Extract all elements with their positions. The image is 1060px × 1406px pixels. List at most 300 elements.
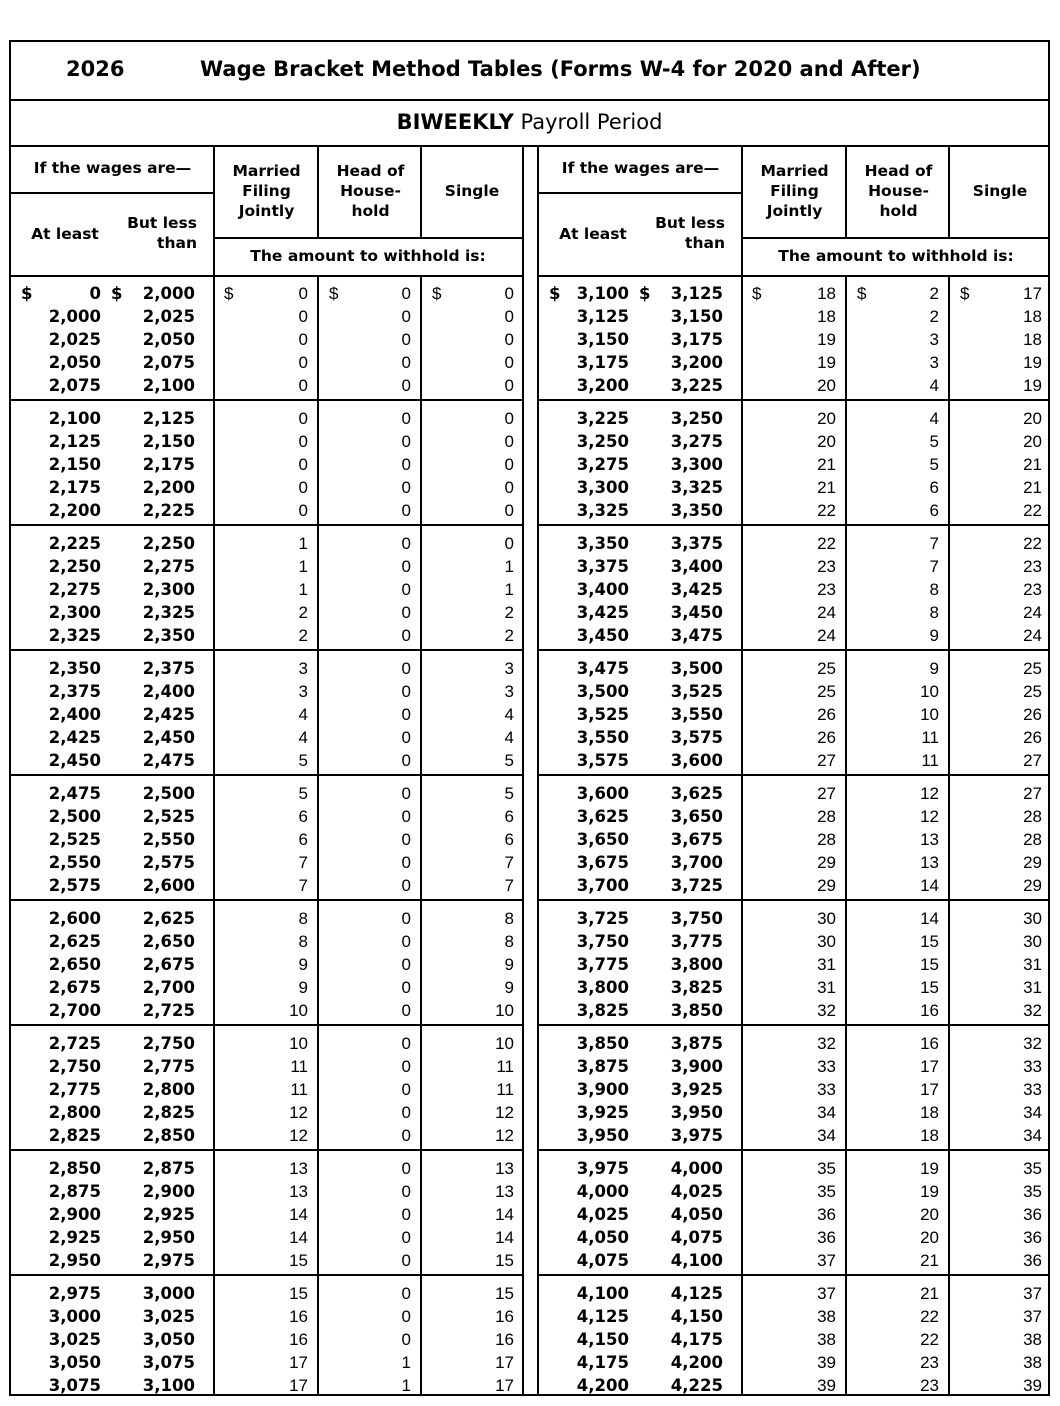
- married-cell: 21: [817, 478, 836, 497]
- head-household-cell: 9: [929, 659, 939, 678]
- but-less-than-cell: 3,725: [670, 876, 723, 895]
- head-household-cell: 0: [401, 501, 411, 520]
- single-cell: 38: [1023, 1330, 1042, 1349]
- head-household-cell: 1: [401, 1376, 411, 1395]
- single-cell: 14: [495, 1228, 514, 1247]
- married-cell: 28: [817, 830, 836, 849]
- but-less-than-cell: 3,325: [670, 478, 723, 497]
- single-cell: 26: [1023, 728, 1042, 747]
- but-less-than-cell: 3,075: [142, 1353, 195, 1372]
- but-less-than-cell: 2,000: [142, 284, 195, 303]
- head-household-cell: 14: [920, 909, 939, 928]
- married-cell: 35: [817, 1182, 836, 1201]
- table-row: [11, 1124, 522, 1147]
- single-cell: 10: [495, 1001, 514, 1020]
- single-cell: 9: [504, 978, 514, 997]
- group-divider: [539, 774, 1050, 776]
- married-cell: 12: [289, 1103, 308, 1122]
- at-least-header: At least: [31, 225, 99, 243]
- table-row: [539, 1180, 1050, 1203]
- head-household-cell: 0: [401, 909, 411, 928]
- but-less-than-cell: 2,825: [142, 1103, 195, 1122]
- at-least-cell: 3,725: [576, 909, 629, 928]
- married-cell: 38: [817, 1307, 836, 1326]
- head-household-cell: 4: [929, 376, 939, 395]
- header-divider: [214, 237, 522, 239]
- table-row: [539, 999, 1050, 1022]
- at-least-cell: 2,950: [48, 1251, 101, 1270]
- table-row: [539, 407, 1050, 430]
- single-cell: 18: [1023, 330, 1042, 349]
- single-cell: 27: [1023, 784, 1042, 803]
- head-household-cell: 23: [920, 1376, 939, 1395]
- single-cell: 30: [1023, 909, 1042, 928]
- head-household-cell: 3: [929, 353, 939, 372]
- at-least-cell: 3,875: [576, 1057, 629, 1076]
- head-household-cell: 0: [401, 682, 411, 701]
- table-row: [539, 907, 1050, 930]
- hoh-line-2: House-: [340, 182, 401, 200]
- married-cell: 13: [289, 1182, 308, 1201]
- table-row: [539, 282, 1050, 305]
- at-least-cell: 3,925: [576, 1103, 629, 1122]
- at-least-cell: 4,150: [576, 1330, 629, 1349]
- head-household-cell: 7: [929, 534, 939, 553]
- but-less-than-cell: 2,250: [142, 534, 195, 553]
- single-cell: 23: [1023, 580, 1042, 599]
- head-household-cell: 0: [401, 784, 411, 803]
- group-divider: [11, 1274, 522, 1276]
- at-least-cell: 3,575: [576, 751, 629, 770]
- at-least-cell: 3,950: [576, 1126, 629, 1145]
- at-least-cell: 2,175: [48, 478, 101, 497]
- table-row: [539, 476, 1050, 499]
- table-row: [11, 1249, 522, 1272]
- table-row: [539, 1101, 1050, 1124]
- group-divider: [11, 399, 522, 401]
- single-cell: 24: [1023, 626, 1042, 645]
- but-less-than-cell: 2,100: [142, 376, 195, 395]
- but-less-than-cell: 3,250: [670, 409, 723, 428]
- married-cell: 36: [817, 1205, 836, 1224]
- hoh-line-3: hold: [879, 202, 918, 220]
- but-less-than-cell: 3,050: [142, 1330, 195, 1349]
- at-least-cell: 3,325: [576, 501, 629, 520]
- at-least-cell: 2,350: [48, 659, 101, 678]
- head-household-cell: 21: [920, 1284, 939, 1303]
- table-row: [539, 1351, 1050, 1374]
- but-less-than-header: [111, 213, 197, 253]
- single-cell: 13: [495, 1159, 514, 1178]
- table-row: [539, 1078, 1050, 1101]
- head-household-cell: 0: [401, 478, 411, 497]
- single-cell: 27: [1023, 751, 1042, 770]
- married-cell: 29: [817, 853, 836, 872]
- hoh-line-3: hold: [351, 202, 390, 220]
- table-row: [11, 1055, 522, 1078]
- at-least-cell: 2,500: [48, 807, 101, 826]
- single-cell: 33: [1023, 1057, 1042, 1076]
- at-least-cell: 3,150: [576, 330, 629, 349]
- table-row: [539, 726, 1050, 749]
- married-cell: 23: [817, 557, 836, 576]
- header-bottom-rule: [11, 275, 522, 277]
- head-household-cell: 0: [401, 1307, 411, 1326]
- group-divider: [11, 1024, 522, 1026]
- but-less-than-cell: 3,425: [670, 580, 723, 599]
- group-divider: [11, 1149, 522, 1151]
- married-cell: 0: [298, 307, 308, 326]
- single-cell: 1: [504, 557, 514, 576]
- married-cell: 0: [298, 409, 308, 428]
- at-least-cell: 2,775: [48, 1080, 101, 1099]
- table-row: [539, 601, 1050, 624]
- but-less-than-cell: 2,225: [142, 501, 195, 520]
- head-household-cell: 2: [929, 307, 939, 326]
- single-cell: 17: [495, 1353, 514, 1372]
- married-cell: 25: [817, 659, 836, 678]
- head-household-cell: 18: [920, 1103, 939, 1122]
- at-least-cell: 3,450: [576, 626, 629, 645]
- head-household-cell: 0: [401, 1080, 411, 1099]
- table-row: [11, 999, 522, 1022]
- table-row: [11, 282, 522, 305]
- married-cell: 35: [817, 1159, 836, 1178]
- table-row: [11, 1282, 522, 1305]
- at-least-cell: 3,900: [576, 1080, 629, 1099]
- at-least-cell: 3,000: [48, 1307, 101, 1326]
- head-household-cell: 0: [401, 807, 411, 826]
- head-household-cell: 0: [401, 705, 411, 724]
- at-least-cell: 3,300: [576, 478, 629, 497]
- but-less-than-cell: 2,925: [142, 1205, 195, 1224]
- at-least-cell: 2,050: [48, 353, 101, 372]
- married-cell: 14: [289, 1205, 308, 1224]
- at-least-cell: 3,700: [576, 876, 629, 895]
- married-cell: 10: [289, 1001, 308, 1020]
- table-row: [11, 749, 522, 772]
- single-cell: 22: [1023, 501, 1042, 520]
- dollar-sign: $: [752, 284, 762, 303]
- married-cell: 39: [817, 1353, 836, 1372]
- right-panel: [539, 147, 1050, 1396]
- single-cell: 8: [504, 909, 514, 928]
- at-least-cell: 2,250: [48, 557, 101, 576]
- head-household-cell: 15: [920, 978, 939, 997]
- but-less-line: But less: [127, 214, 197, 232]
- table-row: [539, 430, 1050, 453]
- but-less-than-cell: 3,300: [670, 455, 723, 474]
- but-less-than-cell: 2,700: [142, 978, 195, 997]
- table-row: [11, 532, 522, 555]
- head-household-cell: 21: [920, 1251, 939, 1270]
- table-row: [539, 874, 1050, 897]
- head-household-cell: 5: [929, 432, 939, 451]
- married-cell: 0: [298, 353, 308, 372]
- married-cell: 21: [817, 455, 836, 474]
- single-cell: 5: [504, 751, 514, 770]
- group-divider: [11, 524, 522, 526]
- head-household-cell: 0: [401, 284, 411, 303]
- head-household-cell: 0: [401, 626, 411, 645]
- single-cell: 10: [495, 1034, 514, 1053]
- table-row: [11, 476, 522, 499]
- but-less-than-cell: 2,575: [142, 853, 195, 872]
- head-household-cell: 0: [401, 1251, 411, 1270]
- table-row: [539, 555, 1050, 578]
- group-divider: [539, 649, 1050, 651]
- dollar-sign: $: [960, 284, 970, 303]
- single-cell: 1: [504, 580, 514, 599]
- but-less-than-cell: 2,900: [142, 1182, 195, 1201]
- single-cell: 0: [504, 409, 514, 428]
- if-wages-header: If the wages are—: [561, 159, 720, 177]
- head-household-cell: 17: [920, 1080, 939, 1099]
- group-divider: [539, 524, 1050, 526]
- married-line-1: Married: [232, 162, 301, 180]
- but-less-than-cell: 2,025: [142, 307, 195, 326]
- at-least-cell: 3,425: [576, 603, 629, 622]
- married-cell: 11: [290, 1057, 308, 1076]
- head-household-cell: 0: [401, 659, 411, 678]
- but-less-than-cell: 2,800: [142, 1080, 195, 1099]
- but-less-than-cell: 2,950: [142, 1228, 195, 1247]
- single-cell: 21: [1023, 455, 1042, 474]
- married-cell: 7: [298, 853, 308, 872]
- at-least-cell: 2,750: [48, 1057, 101, 1076]
- head-household-cell: 0: [401, 409, 411, 428]
- but-less-than-cell: 3,900: [670, 1057, 723, 1076]
- at-least-cell: 2,850: [48, 1159, 101, 1178]
- at-least-cell: 2,275: [48, 580, 101, 599]
- but-less-than-cell: 3,525: [670, 682, 723, 701]
- head-household-cell: 0: [401, 830, 411, 849]
- head-household-cell: 4: [929, 409, 939, 428]
- head-household-cell: 12: [920, 807, 939, 826]
- head-household-cell: 0: [401, 876, 411, 895]
- single-cell: 16: [495, 1307, 514, 1326]
- but-less-than-cell: 2,750: [142, 1034, 195, 1053]
- single-cell: 29: [1023, 853, 1042, 872]
- but-less-than-cell: 2,875: [142, 1159, 195, 1178]
- at-least-cell: 2,325: [48, 626, 101, 645]
- single-cell: 0: [504, 330, 514, 349]
- head-household-cell: 17: [920, 1057, 939, 1076]
- single-cell: 20: [1023, 409, 1042, 428]
- but-less-than-cell: 2,425: [142, 705, 195, 724]
- at-least-cell: 3,400: [576, 580, 629, 599]
- single-cell: 39: [1023, 1376, 1042, 1395]
- table-row: [539, 624, 1050, 647]
- table-row: [539, 1249, 1050, 1272]
- head-household-cell: 22: [920, 1330, 939, 1349]
- but-less-than-cell: 2,675: [142, 955, 195, 974]
- group-divider: [11, 649, 522, 651]
- single-cell: 28: [1023, 830, 1042, 849]
- head-household-cell: 0: [401, 1205, 411, 1224]
- married-cell: 8: [298, 909, 308, 928]
- single-cell: 38: [1023, 1353, 1042, 1372]
- married-cell: 24: [817, 626, 836, 645]
- married-cell: 0: [298, 284, 308, 303]
- at-least-cell: 4,025: [576, 1205, 629, 1224]
- but-less-than-cell: 3,500: [670, 659, 723, 678]
- at-least-cell: 4,200: [576, 1376, 629, 1395]
- single-cell: 2: [504, 626, 514, 645]
- at-least-cell: 2,475: [48, 784, 101, 803]
- single-cell: 34: [1023, 1103, 1042, 1122]
- single-cell: 0: [504, 353, 514, 372]
- but-less-than-cell: 2,650: [142, 932, 195, 951]
- single-cell: 14: [495, 1205, 514, 1224]
- head-household-cell: 19: [920, 1159, 939, 1178]
- at-least-cell: 2,225: [48, 534, 101, 553]
- married-cell: 29: [817, 876, 836, 895]
- group-divider: [539, 1024, 1050, 1026]
- table-row: [11, 680, 522, 703]
- at-least-cell: 2,825: [48, 1126, 101, 1145]
- married-cell: 1: [298, 557, 308, 576]
- at-least-cell: 3,100: [576, 284, 629, 303]
- at-least-cell: 2,600: [48, 909, 101, 928]
- dollar-sign: $: [329, 284, 339, 303]
- at-least-cell: 3,050: [48, 1353, 101, 1372]
- single-cell: 19: [1023, 376, 1042, 395]
- head-household-cell: 8: [929, 603, 939, 622]
- but-less-than-cell: 3,975: [670, 1126, 723, 1145]
- single-cell: 29: [1023, 876, 1042, 895]
- at-least-cell: 3,275: [576, 455, 629, 474]
- married-cell: 31: [817, 955, 836, 974]
- table-row: [539, 532, 1050, 555]
- head-household-cell: 0: [401, 603, 411, 622]
- table-row: [11, 976, 522, 999]
- but-less-than-cell: 3,775: [670, 932, 723, 951]
- table-row: [539, 1203, 1050, 1226]
- married-line-3: Jointly: [238, 202, 295, 220]
- married-cell: 0: [298, 501, 308, 520]
- head-household-cell: 0: [401, 353, 411, 372]
- but-less-than-header: [639, 213, 725, 253]
- table-row: [539, 1157, 1050, 1180]
- but-less-than-cell: 2,300: [142, 580, 195, 599]
- table-row: [11, 657, 522, 680]
- at-least-cell: 3,525: [576, 705, 629, 724]
- single-cell: 32: [1023, 1034, 1042, 1053]
- at-least-header: At least: [559, 225, 627, 243]
- at-least-cell: 3,500: [576, 682, 629, 701]
- at-least-cell: 3,225: [576, 409, 629, 428]
- table-row: [11, 578, 522, 601]
- table-row: [11, 851, 522, 874]
- table-row: [539, 930, 1050, 953]
- table-row: [11, 1203, 522, 1226]
- table-row: [539, 1305, 1050, 1328]
- but-less-than-cell: 4,100: [670, 1251, 723, 1270]
- head-household-cell: 15: [920, 932, 939, 951]
- but-less-than-cell: 2,600: [142, 876, 195, 895]
- table-row: [539, 805, 1050, 828]
- but-less-than-cell: 4,175: [670, 1330, 723, 1349]
- group-divider: [539, 899, 1050, 901]
- head-household-cell: 0: [401, 1034, 411, 1053]
- married-cell: 1: [298, 534, 308, 553]
- at-least-cell: 3,200: [576, 376, 629, 395]
- table-row: [539, 657, 1050, 680]
- married-line-1: Married: [760, 162, 829, 180]
- at-least-cell: 3,800: [576, 978, 629, 997]
- married-cell: 14: [289, 1228, 308, 1247]
- married-cell: 30: [817, 909, 836, 928]
- at-least-cell: 2,400: [48, 705, 101, 724]
- amount-to-withhold-header: The amount to withhold is:: [778, 247, 1014, 265]
- but-less-than-cell: 2,125: [142, 409, 195, 428]
- married-cell: 1: [298, 580, 308, 599]
- single-cell: 3: [504, 659, 514, 678]
- table-row: [539, 828, 1050, 851]
- but-less-than-cell: 2,275: [142, 557, 195, 576]
- at-least-cell: 2,425: [48, 728, 101, 747]
- but-less-than-cell: 3,200: [670, 353, 723, 372]
- head-household-cell: 10: [920, 682, 939, 701]
- at-least-cell: 2,900: [48, 1205, 101, 1224]
- at-least-cell: 2,075: [48, 376, 101, 395]
- at-least-cell: 3,850: [576, 1034, 629, 1053]
- but-less-than-cell: 3,700: [670, 853, 723, 872]
- table-row: [539, 578, 1050, 601]
- but-less-than-cell: 4,200: [670, 1353, 723, 1372]
- single-cell: 36: [1023, 1228, 1042, 1247]
- single-cell: 5: [504, 784, 514, 803]
- married-cell: 3: [298, 659, 308, 678]
- but-less-than-cell: 2,525: [142, 807, 195, 826]
- head-household-cell: 20: [920, 1205, 939, 1224]
- but-less-than-cell: 3,450: [670, 603, 723, 622]
- single-cell: 20: [1023, 432, 1042, 451]
- at-least-cell: 2,450: [48, 751, 101, 770]
- group-divider: [11, 774, 522, 776]
- title-row: [11, 42, 1048, 101]
- head-household-cell: 0: [401, 1057, 411, 1076]
- single-cell: 17: [495, 1376, 514, 1395]
- at-least-cell: 3,775: [576, 955, 629, 974]
- dollar-sign: $: [857, 284, 867, 303]
- at-least-cell: 4,100: [576, 1284, 629, 1303]
- at-least-cell: 2,375: [48, 682, 101, 701]
- single-cell: 16: [495, 1330, 514, 1349]
- at-least-cell: 3,550: [576, 728, 629, 747]
- table-row: [11, 874, 522, 897]
- table-row: [11, 828, 522, 851]
- married-cell: 33: [817, 1057, 836, 1076]
- at-least-cell: 3,375: [576, 557, 629, 576]
- married-cell: 5: [298, 751, 308, 770]
- single-cell: 4: [504, 705, 514, 724]
- married-cell: 19: [817, 330, 836, 349]
- single-cell: 36: [1023, 1251, 1042, 1270]
- married-cell: 11: [290, 1080, 308, 1099]
- table-row: [11, 601, 522, 624]
- table-row: [11, 726, 522, 749]
- at-least-cell: 2,650: [48, 955, 101, 974]
- married-cell: 37: [817, 1251, 836, 1270]
- table-row: [11, 499, 522, 522]
- married-cell: 2: [298, 626, 308, 645]
- table-title: Wage Bracket Method Tables (Forms W-4 for 2020 and After): [200, 57, 921, 81]
- table-row: [11, 1078, 522, 1101]
- table-row: [11, 374, 522, 397]
- single-cell: 11: [496, 1057, 514, 1076]
